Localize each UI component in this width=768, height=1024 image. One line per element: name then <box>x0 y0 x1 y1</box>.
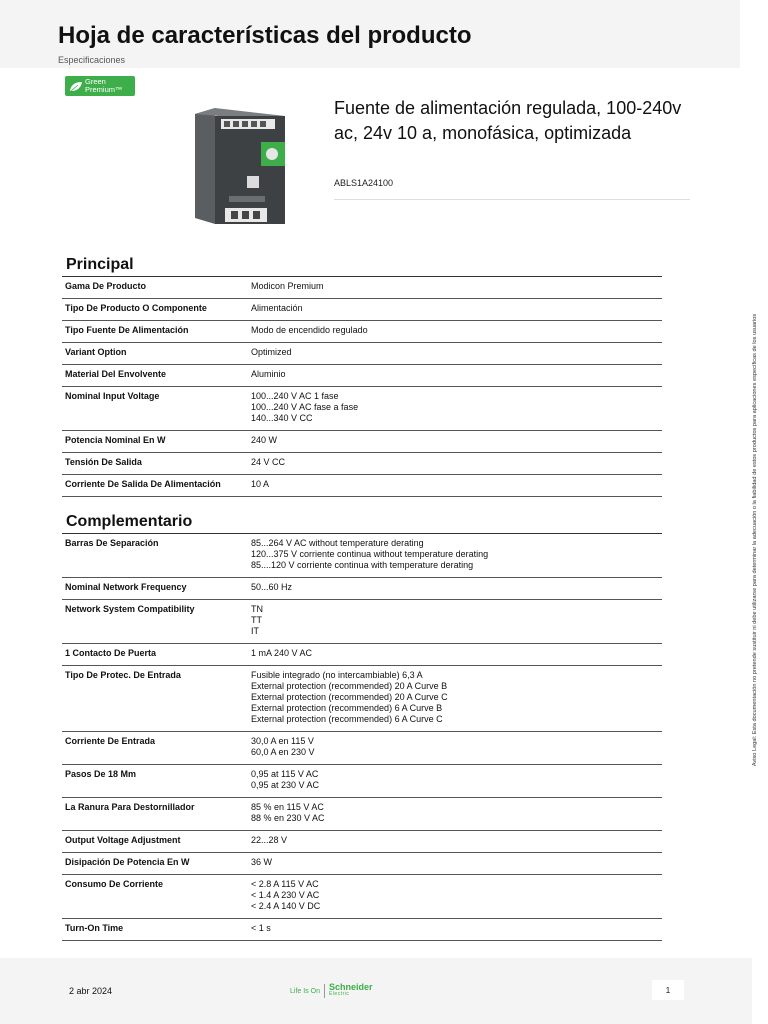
spec-row <box>62 387 662 431</box>
spec-label: Tensión De Salida <box>65 457 142 467</box>
spec-row <box>62 853 662 875</box>
product-image <box>185 100 295 230</box>
spec-value: IT <box>251 626 259 636</box>
spec-row <box>62 343 662 365</box>
spec-values <box>251 604 662 637</box>
spec-values <box>251 879 662 912</box>
product-reference: ABLS1A24100 <box>334 178 394 188</box>
spec-row <box>62 600 662 644</box>
spec-value: 1 mA 240 V AC <box>251 648 313 658</box>
spec-value: 85...264 V AC without temperature derating <box>251 538 424 548</box>
spec-label: Nominal Network Frequency <box>65 582 187 592</box>
spec-value: TN <box>251 604 263 614</box>
page-title: Hoja de características del producto <box>58 22 472 49</box>
spec-label: Variant Option <box>65 347 127 357</box>
spec-row <box>62 475 662 497</box>
spec-row <box>62 277 662 299</box>
spec-row <box>62 919 662 941</box>
spec-values <box>251 582 662 593</box>
legal-side-note-text: Aviso Legal: Esta documentación no pretende sustituir ni debe utilizarse para determinar la adecuación o la fiabilidad de estos productos para aplicaciones específicas de los usuarios <box>752 313 758 767</box>
schneider-logo <box>290 984 372 998</box>
spec-label: Material Del Envolvente <box>65 369 167 379</box>
leaf-icon <box>69 81 83 92</box>
logo-separator <box>324 984 325 998</box>
spec-value: 100...240 V AC 1 fase <box>251 391 339 401</box>
spec-value: External protection (recommended) 6 A Curve C <box>251 714 443 724</box>
spec-label: Disipación De Potencia En W <box>65 857 190 867</box>
spec-value: 36 W <box>251 857 273 867</box>
spec-row <box>62 798 662 831</box>
spec-label: Network System Compatibility <box>65 604 195 614</box>
spec-label: Tipo Fuente De Alimentación <box>65 325 189 335</box>
tagline: Life Is On <box>290 987 320 995</box>
spec-value: Modicon Premium <box>251 281 324 291</box>
spec-row <box>62 321 662 343</box>
spec-value: < 1 s <box>251 923 271 933</box>
spec-value: 50...60 Hz <box>251 582 293 592</box>
spec-value: Aluminio <box>251 369 286 379</box>
spec-values <box>251 835 662 846</box>
spec-row <box>62 578 662 600</box>
spec-row <box>62 732 662 765</box>
footer-band <box>0 958 752 1024</box>
spec-values <box>251 923 662 934</box>
spec-values <box>251 736 662 758</box>
spec-values <box>251 435 662 446</box>
spec-value: 30,0 A en 115 V <box>251 736 314 746</box>
spec-value: Modo de encendido regulado <box>251 325 368 335</box>
footer-date: 2 abr 2024 <box>69 986 113 996</box>
spec-label: Output Voltage Adjustment <box>65 835 181 845</box>
spec-row <box>62 644 662 666</box>
spec-values <box>251 857 662 868</box>
page-subtitle: Especificaciones <box>58 55 126 65</box>
spec-label: La Ranura Para Destornillador <box>65 802 195 812</box>
spec-label: Corriente De Entrada <box>65 736 156 746</box>
spec-value: 88 % en 230 V AC <box>251 813 325 823</box>
spec-row <box>62 534 662 578</box>
spec-value: External protection (recommended) 6 A Curve B <box>251 703 443 713</box>
spec-row <box>62 299 662 321</box>
spec-value: < 1.4 A 230 V AC <box>251 890 320 900</box>
section-title-complementario: Complementario <box>66 513 193 530</box>
spec-values <box>251 457 662 468</box>
brand-sub: Electric <box>328 991 350 997</box>
spec-value: 0,95 at 230 V AC <box>251 780 320 790</box>
spec-value: 100...240 V AC fase a fase <box>251 402 359 412</box>
spec-row <box>62 453 662 475</box>
spec-value: 240 W <box>251 435 278 445</box>
legal-side-note <box>745 280 765 800</box>
spec-label: Corriente De Salida De Alimentación <box>65 479 221 489</box>
spec-row <box>62 831 662 853</box>
spec-value: < 2.4 A 140 V DC <box>251 901 321 911</box>
spec-value: < 2.8 A 115 V AC <box>251 879 319 889</box>
spec-label: Pasos De 18 Mm <box>65 769 137 779</box>
spec-value: 140...340 V CC <box>251 413 313 423</box>
spec-values <box>251 538 662 571</box>
spec-values <box>251 369 662 380</box>
spec-values <box>251 303 662 314</box>
spec-row <box>62 765 662 798</box>
badge-line-1: Green <box>85 77 106 86</box>
spec-value: 60,0 A en 230 V <box>251 747 315 757</box>
spec-row <box>62 365 662 387</box>
brand-block <box>329 984 373 998</box>
spec-row <box>62 875 662 919</box>
spec-value: 85....120 V corriente continua with temperature derating <box>251 560 474 570</box>
spec-label: 1 Contacto De Puerta <box>65 648 157 658</box>
spec-label: Barras De Separación <box>65 538 159 548</box>
spec-values <box>251 670 662 725</box>
section-title-principal: Principal <box>66 256 134 273</box>
spec-label: Tipo De Producto O Componente <box>65 303 207 313</box>
spec-values <box>251 325 662 336</box>
spec-label: Gama De Producto <box>65 281 147 291</box>
spec-label: Turn-On Time <box>65 923 124 933</box>
spec-values <box>251 281 662 292</box>
page-number: 1 <box>652 980 684 1000</box>
spec-values <box>251 648 662 659</box>
spec-value: TT <box>251 615 262 625</box>
spec-values <box>251 802 662 824</box>
badge-text <box>85 78 123 94</box>
product-title: Fuente de alimentación regulada, 100-240v ac, 24v 10 a, monofásica, optimizada <box>334 98 682 143</box>
spec-value: Fusible integrado (no intercambiable) 6,3 A <box>251 670 423 680</box>
spec-value: 85 % en 115 V AC <box>251 802 324 812</box>
spec-value: External protection (recommended) 20 A Curve C <box>251 692 448 702</box>
spec-value: External protection (recommended) 20 A Curve B <box>251 681 448 691</box>
spec-value: 22...28 V <box>251 835 288 845</box>
green-premium-badge <box>65 76 135 96</box>
spec-label: Consumo De Corriente <box>65 879 164 889</box>
spec-value: Optimized <box>251 347 292 357</box>
spec-label: Tipo De Protec. De Entrada <box>65 670 181 680</box>
spec-value: Alimentación <box>251 303 303 313</box>
spec-table-complementario <box>62 533 662 941</box>
brand-name: Schneider <box>328 982 373 992</box>
spec-value: 10 A <box>251 479 270 489</box>
spec-row <box>62 431 662 453</box>
spec-value: 24 V CC <box>251 457 286 467</box>
divider <box>334 199 690 200</box>
spec-values <box>251 391 662 424</box>
spec-value: 0,95 at 115 V AC <box>251 769 319 779</box>
spec-label: Potencia Nominal En W <box>65 435 166 445</box>
spec-values <box>251 769 662 791</box>
spec-table-principal <box>62 276 662 497</box>
spec-label: Nominal Input Voltage <box>65 391 160 401</box>
badge-line-2: Premium™ <box>85 85 123 94</box>
spec-value: 120...375 V corriente continua without temperature derating <box>251 549 489 559</box>
spec-values <box>251 479 662 490</box>
spec-row <box>62 666 662 732</box>
spec-values <box>251 347 662 358</box>
